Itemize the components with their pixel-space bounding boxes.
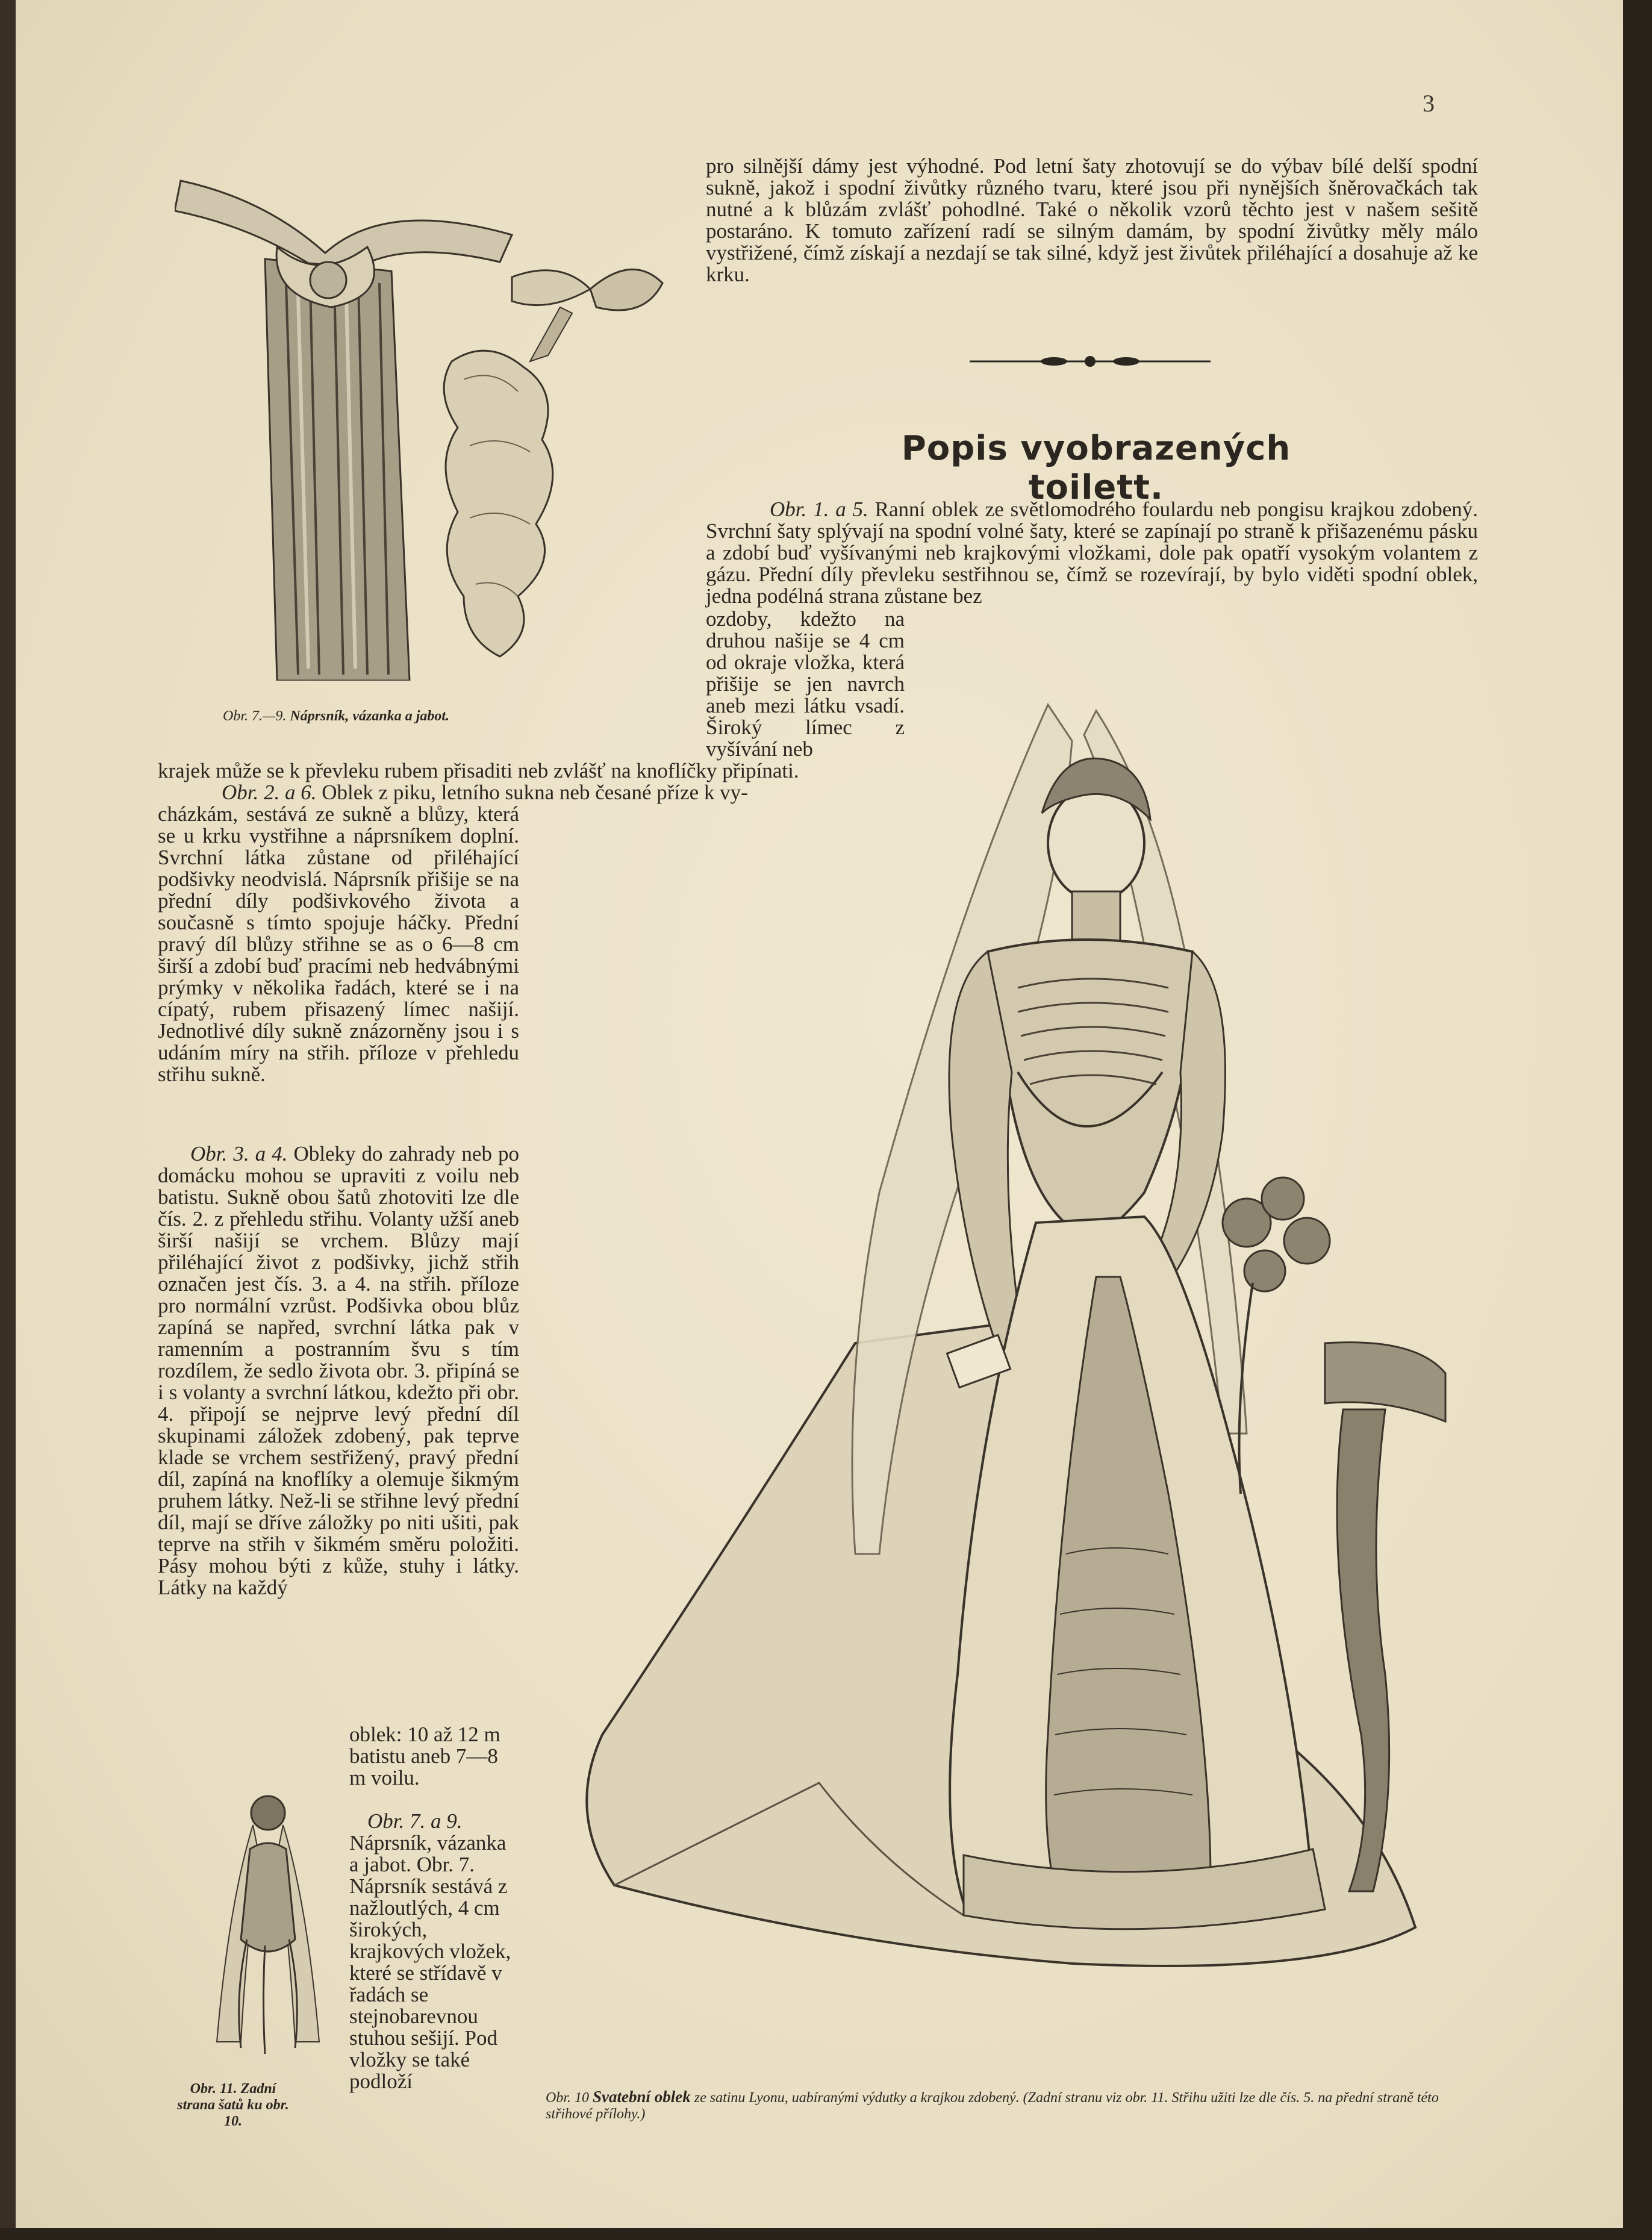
page-number: 3 bbox=[1423, 90, 1435, 117]
caption-fig-10 bbox=[546, 2089, 1479, 2123]
obr-1-5-tail: krajek může se k převleku rubem přisaditi neb zvlášť na knoflíčky připínati. bbox=[158, 759, 799, 782]
caption-fig-10-title: Svatební oblek bbox=[593, 2088, 691, 2106]
caption-fig-7-9-title: Náprsník, vázanka a jabot. bbox=[290, 708, 450, 724]
intro-paragraph: pro silnější dámy jest výhodné. Pod letní šaty zhotovují se do výbav bílé delší spodní sukně, jakož i spodní živůtky různého tvaru, které jsou při nynějších šněrovačkách tak nutné a k blůzám zvlášť pohodlné. Také o několik vzorů těchto jest v našem sešitě postaráno. K tomuto zařízení radí se silným damám, by spodní živůtky měly málo vystřižené, čímž získají a nezdají se tak silné, když jest živůtek přiléhající a dosahuje až ke krku. bbox=[706, 154, 1478, 286]
obr-1-5-paragraph bbox=[706, 499, 1478, 607]
dress-back-view-illustration-icon bbox=[205, 1783, 331, 2060]
ornament-divider-icon bbox=[970, 352, 1211, 370]
obr-2-6-label: Obr. 2. a 6. bbox=[222, 781, 317, 804]
obr-7-9-narrow bbox=[349, 1811, 519, 2092]
caption-fig-11: Obr. 11. Zadní strana šatů ku obr. 10. bbox=[177, 2081, 289, 2129]
caption-fig-10-prefix: Obr. 10 bbox=[546, 2090, 590, 2106]
page-edge-bottom bbox=[0, 2228, 1652, 2240]
bodice-bow-jabot-illustration-icon bbox=[175, 163, 675, 681]
bride-wedding-dress-illustration-icon bbox=[542, 650, 1476, 1988]
obr-3-4-narrow: oblek: 10 až 12 m batistu aneb 7—8 m voilu. bbox=[349, 1723, 500, 1789]
section-heading: Popis vyobrazených toilett. bbox=[901, 429, 1291, 507]
obr-7-9-text: Náprsník, vázanka a jabot. Obr. 7. Náprsník sestává z nažloutlých, 4 cm širokých, krajkových vložek, které se střídavě v řadách se stejnobarevnou stuhou sešijí. Pod vložky se také podloží bbox=[349, 1831, 511, 2093]
obr-1-5-label: Obr. 1. a 5. bbox=[770, 498, 868, 521]
obr-3-4-column bbox=[158, 1143, 519, 1599]
caption-fig-7-9-prefix: Obr. 7.—9. bbox=[223, 708, 287, 724]
obr-3-4-text: Obleky do zahrady neb po domácku mohou se upraviti z voilu neb batistu. Sukně obou šatů zhotoviti lze dle čís. 2. z přehledu střihu. Volanty užší aneb širší našijí se vrchem. Blůzy mají přiléhající život z podšivky, jichž střih označen jest čís. 3. a 4. na střih. příloze pro normální vzrůst. Podšivka obou blůz zapíná se napřed, svrchní látka pak v ramenním a postranním švu s tím rozdílem, že sedlo života obr. 3. připíná se i s volanty a svrchní látkou, kdežto při obr. 4. připojí se nejprve levý přední díl skupinami záložek zdobený, pak teprve klade se vrchem sestřižený, pravý přední díl, zapíná na knoflíky a olemuje šikmým pruhem látky. Než-li se střihne levý přední díl, mají se dříve záložky po niti ušiti, pak teprve na střih v šikmém směru položiti. Pásy mohou býti z kůže, stuhy i látky. Látky na každý bbox=[158, 1142, 519, 1599]
obr-1-5-narrow: ozdoby, kdežto na druhou našije se 4 cm od okraje vložka, která přišije se jen navrch aneb mezi látku vsadí. Široký límec z vyšívání neb bbox=[706, 607, 905, 761]
obr-3-4-label: Obr. 3. a 4. bbox=[190, 1142, 288, 1165]
caption-fig-10-text: ze satinu Lyonu, uabíranými výdutky a krajkou zdobený. (Zadní stranu viz obr. 11. Střihu užiti lze dle čís. 5. na přední straně této střihové přílohy.) bbox=[546, 2090, 1439, 2122]
page-edge-right bbox=[1623, 0, 1652, 2240]
obr-2-6-first-text: Oblek z piku, letního sukna neb česané příze k vy- bbox=[316, 781, 748, 804]
binding-spine bbox=[0, 0, 16, 2240]
obr-2-6-column: cházkám, sestává ze sukně a blůzy, která se u krku vystřihne a náprsníkem doplní. Svrchní látka zůstane od přiléhající podšivky neodvislá. Náprsník přišije se na přední díly podšivkového života a současně s tímto spojuje háčky. Přední pravý díl blůzy střihne se as o 6—8 cm širší a zdobí buď pracími neb hedvábnými prýmky v několika řadách, které se i na cípatý, rubem přisazený límec našijí. Jednotlivé díly sukně znázorněny jsou i s udáním míry na střih. příloze v přehledu střihu sukně. bbox=[158, 802, 519, 1086]
obr-1-5-text: Ranní oblek ze světlomodrého foulardu neb pongisu krajkou zdobený. Svrchní šaty splývají na spodní volné šaty, které se zapínají po straně k přišazenému pásku a zdobí buď vyšívanými neb krajkovými vložkami, dole pak opatří vysokým volantem z gázu. Přední díly převleku sestřihnou se, čímž se rozevírají, by bylo viděti spodní oblek, jedna podélná strana zůstane bez bbox=[706, 498, 1478, 608]
obr-7-9-label: Obr. 7. a 9. bbox=[367, 1809, 463, 1833]
